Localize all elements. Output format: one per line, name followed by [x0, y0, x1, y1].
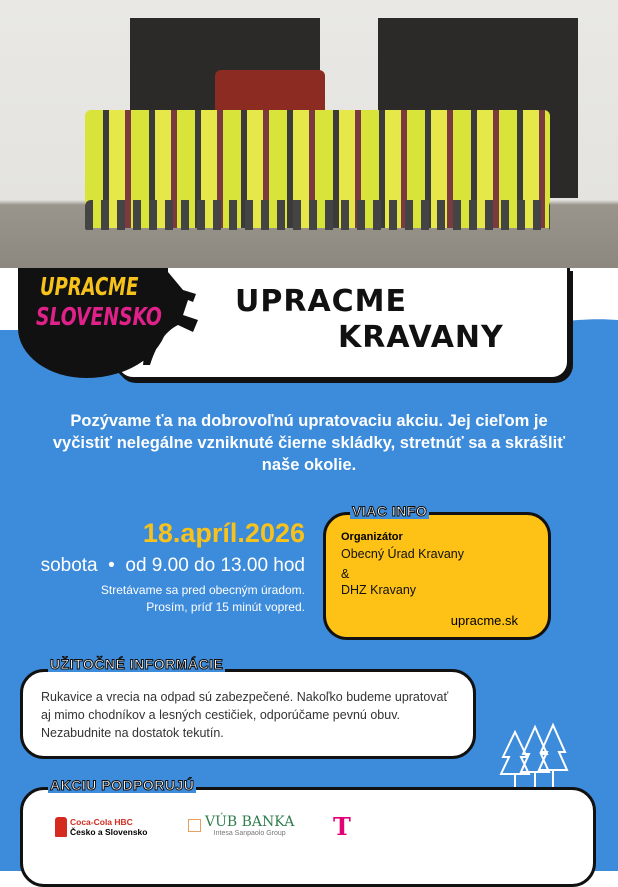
- group-photo: [0, 0, 618, 268]
- sponsor-name: VÚB BANKA: [205, 814, 295, 830]
- intro-text: Pozývame ťa na dobrovoľnú upratovaciu akciu. Jej cieľom je vyčistiť nelegálne vzniknuté čierne skládky, stretnúť sa a skrášliť naše okolie.: [52, 412, 566, 474]
- sponsor-vub: [188, 814, 294, 837]
- sponsors-label: AKCIU PODPORUJÚ: [50, 777, 195, 793]
- title-line-2: KRAVANY: [338, 320, 504, 355]
- useful-info-label: UŽITOČNÉ INFORMÁCIE: [50, 656, 224, 672]
- organizer-1: Obecný Úrad Kravany: [341, 547, 464, 561]
- sponsor-telekom: T: [333, 812, 351, 841]
- vub-logo-icon: [188, 819, 201, 832]
- event-time: sobota • od 9.00 do 13.00 hod: [40, 555, 305, 576]
- website-link[interactable]: upracme.sk: [450, 613, 518, 628]
- organizer-label: Organizátor: [341, 531, 403, 543]
- meeting-note: [101, 582, 305, 616]
- people-legs: [85, 200, 550, 230]
- meeting-line-1: Stretávame sa pred obecným úradom.: [100, 583, 305, 597]
- logo-text-1: UPRACME: [40, 272, 139, 301]
- useful-info-text: Rukavice a vrecia na odpad sú zabezpečené. Nakoľko budeme upratovať aj mimo chodníkov a lesných cestičiek, odporúčame pevnú obuv. Nezabudnite na dostatok tekutín.: [41, 690, 449, 740]
- logo-text-2: SLOVENSKO: [36, 302, 162, 331]
- title-line-1: UPRACME: [235, 284, 408, 319]
- event-date: 18.apríl.2026: [142, 518, 305, 548]
- useful-info-box: [20, 669, 476, 759]
- info-box: [323, 512, 551, 640]
- bottles-icon: [55, 817, 67, 837]
- sponsor-subtitle: Intesa Sanpaolo Group: [213, 830, 286, 837]
- sponsor-name: Coca-Cola HBC: [70, 817, 133, 827]
- meeting-line-2: Prosím, príď 15 minút vopred.: [146, 600, 305, 614]
- info-label: VIAC INFO: [352, 503, 428, 519]
- upracme-slovensko-logo: [18, 268, 193, 380]
- organizer-2: DHZ Kravany: [341, 583, 417, 597]
- sponsors-box: [20, 787, 596, 887]
- ampersand: &: [341, 567, 350, 581]
- sponsor-coca-cola: [55, 817, 147, 837]
- sponsor-subtitle: Česko a Slovensko: [70, 827, 148, 837]
- trees-icon: [495, 722, 575, 788]
